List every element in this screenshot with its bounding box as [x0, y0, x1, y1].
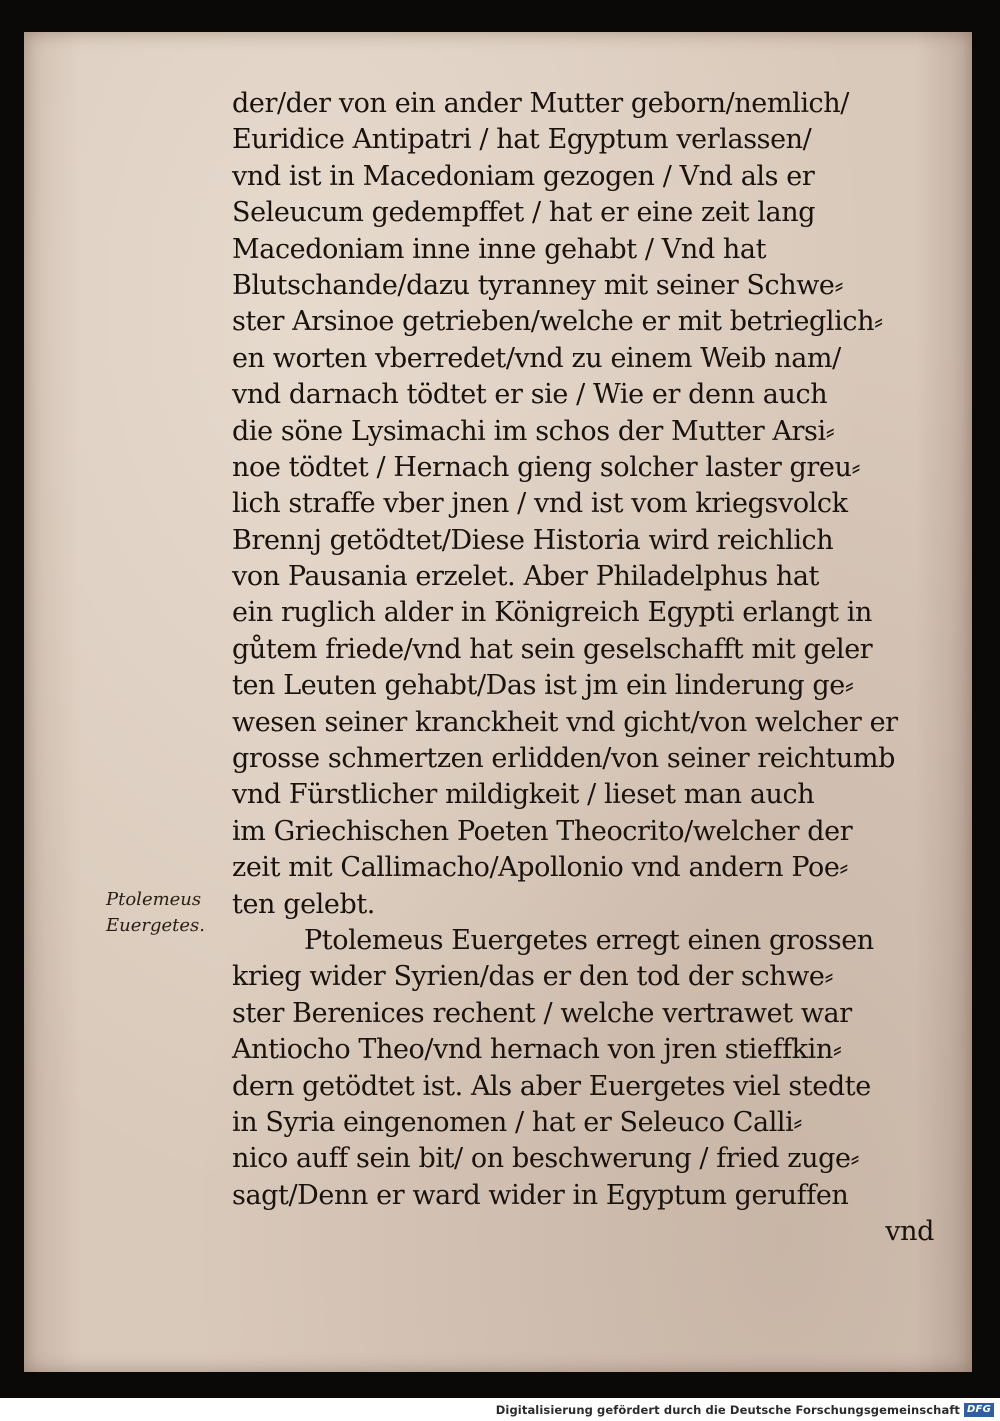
- text-line: Ptolemeus Euergetes erregt einen grossen: [304, 924, 874, 956]
- marginal-note-line: Ptolemeus: [106, 889, 202, 910]
- text-line: vnd ist in Macedoniam gezogen / Vnd als er: [232, 160, 815, 192]
- text-line: Seleucum gedempffet / hat er eine zeit lang: [232, 197, 816, 229]
- book-page: [24, 32, 972, 1372]
- text-line: sagt/Denn er ward wider in Egyptum geruffen: [232, 1179, 849, 1211]
- text-line: Euridice Antipatri / hat Egyptum verlassen/: [232, 124, 812, 156]
- text-line: die söne Lysimachi im schos der Mutter Arsi⸗: [232, 415, 835, 447]
- text-line: ten Leuten gehabt/Das ist jm ein linderung ge⸗: [232, 670, 854, 702]
- marginal-note: [106, 887, 226, 939]
- marginal-note-line: Euergetes.: [106, 915, 206, 936]
- text-line: dern getödtet ist. Als aber Euergetes viel stedte: [232, 1070, 871, 1102]
- text-line: der/der von ein ander Mutter geborn/nemlich/: [232, 88, 849, 119]
- text-line: ster Arsinoe getrieben/welche er mit betrieglich⸗: [232, 306, 883, 338]
- text-line: vnd darnach tödtet er sie / Wie er denn auch: [232, 379, 828, 411]
- text-line: Macedoniam inne inne gehabt / Vnd hat: [232, 233, 767, 265]
- text-line: Brennj getödtet/Diese Historia wird reichlich: [232, 524, 834, 556]
- text-line: nico auff sein bit/ on beschwerung / fried zuge⸗: [232, 1143, 860, 1175]
- text-line: vnd Fürstlicher mildigkeit / lieset man auch: [232, 779, 815, 811]
- text-line: ster Berenices rechent / welche vertrawet war: [232, 997, 852, 1029]
- text-line: im Griechischen Poeten Theocrito/welcher der: [232, 815, 853, 847]
- text-line: Blutschande/dazu tyranney mit seiner Schwe⸗: [232, 269, 844, 301]
- text-line: ten gelebt.: [232, 888, 375, 920]
- text-line: en worten vberredet/vnd zu einem Weib nam/: [232, 342, 841, 374]
- text-line: von Pausania erzelet. Aber Philadelphus hat: [232, 561, 820, 593]
- text-line: noe tödtet / Hernach gieng solcher laster greu⸗: [232, 451, 861, 483]
- text-line: in Syria eingenomen / hat er Seleuco Calli⸗: [232, 1106, 802, 1138]
- dfg-logo-icon: DFG: [964, 1403, 994, 1417]
- text-line: Antiocho Theo/vnd hernach von jren stieffkin⸗: [232, 1034, 842, 1066]
- footer-credit-text: Digitalisierung gefördert durch die Deutsche Forschungsgemeinschaft: [495, 1402, 961, 1417]
- catchword: vnd: [885, 1216, 934, 1248]
- text-line: krieg wider Syrien/das er den tod der schwe⸗: [232, 961, 834, 993]
- text-line: lich straffe vber jnen / vnd ist vom kriegsvolck: [232, 488, 848, 520]
- text-line: gůtem friede/vnd hat sein geselschafft mit geler: [232, 633, 873, 665]
- footer-bar: [0, 1398, 1000, 1421]
- page-body-text: [232, 86, 948, 1251]
- text-line: ein ruglich alder in Königreich Egypti erlangt in: [232, 597, 872, 629]
- text-line: grosse schmertzen erlidden/von seiner reichtumb: [232, 743, 895, 775]
- text-line: zeit mit Callimacho/Apollonio vnd andern Poe⸗: [232, 852, 849, 884]
- text-line: wesen seiner kranckheit vnd gicht/von welcher er: [232, 706, 898, 738]
